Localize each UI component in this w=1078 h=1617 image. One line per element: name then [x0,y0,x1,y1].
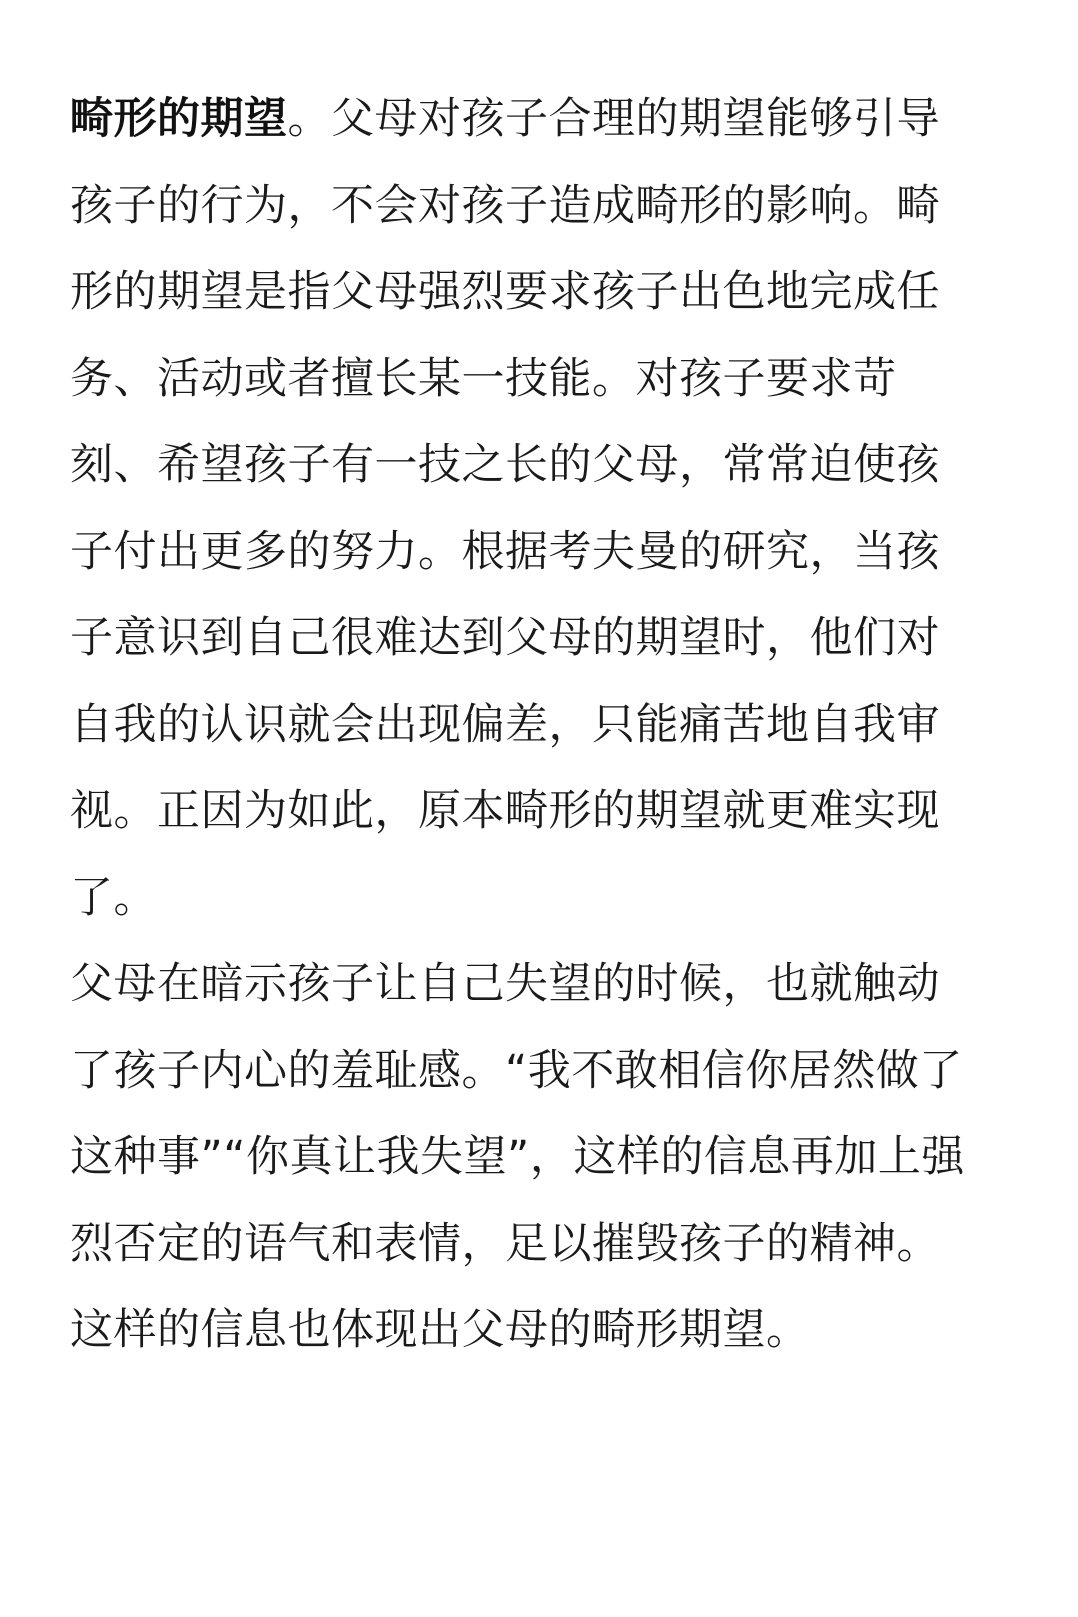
paragraph-1 [70,76,980,941]
paragraph-2 [70,941,980,1374]
article-body [70,76,980,1374]
bold-lead-term: 畸形的期望 [70,94,288,144]
paragraph-2-text: 父母在暗示孩子让自己失望的时候，也就触动了孩子内心的羞耻感。“我不敢相信你居然做了这种事”“你真让我失望”，这样的信息再加上强烈否定的语气和表情，足以摧毁孩子的精神。这样的信息也体现出父母的畸形期望。 [70,959,965,1355]
paragraph-1-text: 。父母对孩子合理的期望能够引导孩子的行为，不会对孩子造成畸形的影响。畸形的期望是指父母强烈要求孩子出色地完成任务、活动或者擅长某一技能。对孩子要求苛刻、希望孩子有一技之长的父母，常常迫使孩子付出更多的努力。根据考夫曼的研究，当孩子意识到自己很难达到父母的期望时，他们对自我的认识就会出现偏差，只能痛苦地自我审视。正因为如此，原本畸形的期望就更难实现了。 [70,94,940,923]
